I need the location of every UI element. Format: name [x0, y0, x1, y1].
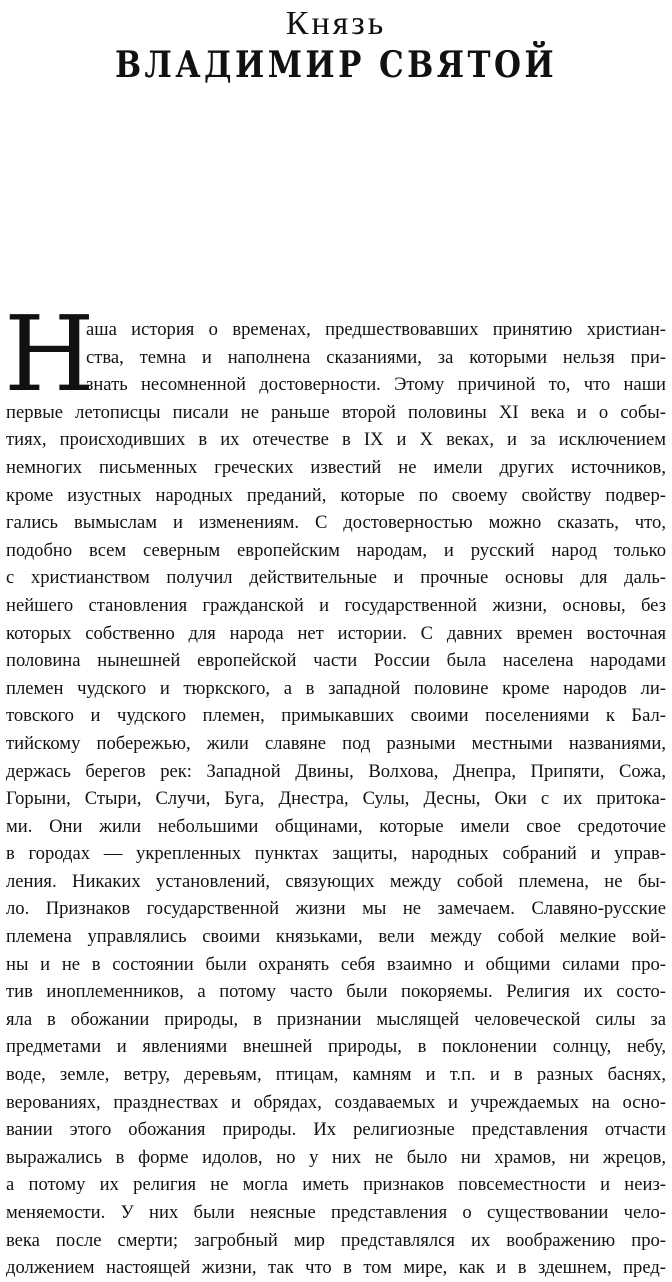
text-line: племена управлялись своими князьками, вели между собой мелкие вой-	[6, 926, 666, 948]
text-line: должением настоящей жизни, так что в том мире, как и в здешнем, пред-	[6, 1257, 666, 1279]
text-line: немногих письменных греческих известий не имели других источников,	[6, 456, 666, 478]
text-line: гались вымыслам и изменениям. С достоверностью можно сказать, что,	[6, 512, 666, 534]
text-line: нейшего становления гражданской и государственной жизни, основы, без	[6, 594, 666, 616]
text-line: с христианством получил действительные и прочные основы для даль-	[6, 567, 666, 589]
text-line: века после смерти; загробный мир представлялся их воображению про-	[6, 1229, 666, 1251]
title-line-2: ВЛАДИМИР СВЯТОЙ	[114, 44, 558, 86]
text-line: предметами и явлениями внешней природы, в поклонении солнцу, небу,	[6, 1036, 667, 1058]
text-line: воде, земле, ветру, деревьям, птицам, камням и т.п. и в разных баснях,	[6, 1064, 666, 1086]
text-line: тив иноплеменников, а потому часто были покоряемы. Религия их состо-	[6, 981, 666, 1003]
text-line: в городах — укрепленных пунктах защиты, народных собраний и управ-	[6, 843, 666, 865]
text-line: Горыни, Стыри, Случи, Буга, Днестра, Сулы, Десны, Оки с их притока-	[6, 788, 666, 810]
text-line: тиях, происходивших в их отечестве в IX и X веках, и за исключением	[6, 429, 667, 451]
text-line: выражались в форме идолов, но у них не было ни храмов, ни жрецов,	[6, 1146, 666, 1168]
text-line: тийскому побережью, жили славяне под разными местными названиями,	[6, 732, 666, 754]
text-line: кроме изустных народных преданий, которые по своему свойству подвер-	[6, 484, 666, 506]
text-line: ления. Никаких установлений, связующих между собой племена, не бы-	[6, 870, 666, 892]
text-line: вании этого обожания природы. Их религиозные представления отчасти	[6, 1119, 666, 1141]
text-line: а потому их религия не могла иметь признаков повсеместности и неиз-	[6, 1174, 666, 1196]
text-line: ны и не в состоянии были охранять себя взаимно и общими силами про-	[6, 953, 666, 975]
text-line: племен чудского и тюркского, а в западной половине кроме народов ли-	[6, 677, 666, 699]
text-line: подобно всем северным европейским народам, и русский народ только	[6, 539, 666, 561]
text-line: ми. Они жили небольшими общинами, которые имели свое средоточие	[6, 815, 666, 837]
text-line: знать несомненной достоверности. Этому причиной то, что наши	[86, 374, 666, 396]
text-line: держась берегов рек: Западной Двины, Волхова, Днепра, Припяти, Сожа,	[6, 760, 666, 782]
text-line: яла в обожании природы, в признании мыслящей человеческой силы за	[6, 1008, 666, 1030]
body-paragraph	[4, 293, 667, 1282]
text-line: половина нынешней европейской части России была населена народами	[6, 650, 666, 672]
chapter-title	[0, 6, 672, 84]
text-line: меняемости. У них были неясные представления о существовании чело-	[6, 1202, 666, 1223]
text-line: верованиях, празднествах и обрядах, создаваемых и учреждаемых на осно-	[6, 1091, 666, 1113]
title-line-1: Князь	[285, 5, 387, 42]
text-line: аша история о временах, предшествовавших принятию христиан-	[86, 319, 666, 340]
text-line: первые летописцы писали не раньше второй половины XI века и о собы-	[6, 401, 666, 423]
text-line: товского и чудского племен, примыкавших своими поселениями к Бал-	[6, 705, 666, 727]
drop-cap-letter: Н	[4, 293, 95, 415]
text-line: ства, темна и наполнена сказаниями, за которыми нельзя при-	[86, 346, 666, 368]
text-line: ло. Признаков государственной жизни мы не замечаем. Славяно-русские	[6, 898, 666, 920]
text-line: которых собственно для народа нет истории. С давних времен восточная	[6, 622, 666, 644]
